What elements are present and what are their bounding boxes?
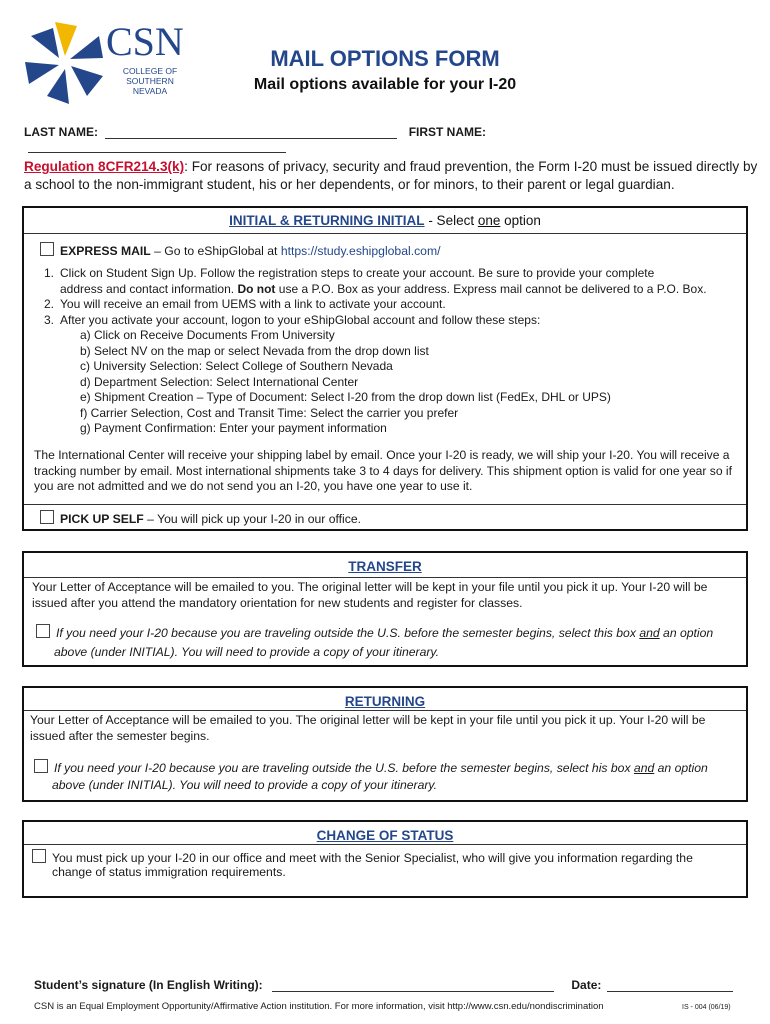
- step-3-substeps: [34, 328, 746, 437]
- csn-logo-icon: [20, 18, 110, 106]
- substep: g) Payment Confirmation: Enter your payment information: [80, 421, 387, 435]
- regulation-ref: Regulation 8CFR214.3(k): [24, 159, 185, 174]
- eshipglobal-link[interactable]: https://study.eshipglobal.com/: [280, 244, 441, 258]
- regulation-text: : For reasons of privacy, security and fraud prevention, the Form I-20 must be issued directly by a school to the non-immigrant student, his or her dependents, or for minors, to their parent or legal guardian.: [24, 159, 758, 192]
- initial-heading-option: option: [500, 213, 541, 228]
- returning-option-post: an option: [654, 761, 708, 775]
- step-1-text: Click on Student Sign Up. Follow the registration steps to create your account. Be sure to provide your complete: [60, 266, 655, 280]
- form-subtitle: Mail options available for your I-20: [253, 76, 517, 93]
- step-1-cont: [34, 282, 746, 298]
- change-text-1: You must pick up your I-20 in our office and meet with the Senior Specialist, who will give you information regarding the: [52, 851, 693, 865]
- pickup-label: PICK UP SELF: [60, 512, 144, 526]
- returning-heading: [24, 688, 746, 711]
- last-name-field[interactable]: [105, 126, 397, 139]
- change-option: [32, 849, 746, 867]
- transfer-option-line2: above (under INITIAL). You will need to provide a copy of your itinerary.: [54, 645, 440, 659]
- returning-section: [22, 686, 748, 802]
- substep: f) Carrier Selection, Cost and Transit Time: Select the carrier you prefer: [80, 405, 459, 420]
- returning-option-and: and: [633, 761, 655, 775]
- substep: e) Shipment Creation – Type of Document: Select I-20 from the drop down list (FedEx, DHL or UPS): [80, 390, 611, 404]
- change-heading-text: CHANGE OF STATUS: [316, 828, 454, 843]
- initial-heading-one: one: [477, 213, 501, 228]
- step-1-cont-pre: address and contact information.: [60, 281, 238, 296]
- initial-heading-text: INITIAL & RETURNING INITIAL: [229, 213, 425, 228]
- pickup-option: [40, 510, 361, 528]
- step-2-text: You will receive an email from UEMS with a link to activate your account.: [60, 297, 446, 311]
- express-mail-label: EXPRESS MAIL: [60, 244, 151, 258]
- last-name-label: LAST NAME:: [24, 125, 98, 139]
- transfer-option: [36, 624, 748, 642]
- returning-checkbox[interactable]: [34, 759, 48, 773]
- express-steps: [34, 266, 746, 437]
- name-row: [24, 125, 749, 153]
- pickup-text: – You will pick up your I-20 in our office.: [143, 512, 361, 526]
- express-mail-option: [40, 242, 441, 260]
- step-3: 3. After you activate your account, logon to your eShipGlobal account and follow these steps:: [43, 312, 541, 327]
- express-mail-checkbox[interactable]: [40, 242, 54, 256]
- step-2: 2. You will receive an email from UEMS with a link to activate your account.: [43, 297, 446, 311]
- substep: b) Select NV on the map or select Nevada from the drop down list: [80, 343, 429, 358]
- logo-subtitle: COLLEGE OF SOUTHERN NEVADA: [122, 66, 178, 96]
- form-number: IS - 004 (06/19): [682, 1004, 731, 1011]
- initial-heading-suffix: - Select: [424, 213, 478, 228]
- first-name-field[interactable]: [28, 140, 286, 153]
- transfer-heading-text: TRANSFER: [348, 559, 422, 574]
- substep: d) Department Selection: Select International Center: [80, 374, 359, 389]
- transfer-option-and: and: [639, 626, 660, 640]
- signature-field[interactable]: [272, 979, 554, 992]
- transfer-checkbox[interactable]: [36, 624, 50, 638]
- pickup-checkbox[interactable]: [40, 510, 54, 524]
- signature-row: [34, 978, 733, 992]
- initial-heading: [24, 208, 746, 234]
- first-name-label: FIRST NAME:: [408, 125, 487, 139]
- change-checkbox[interactable]: [32, 849, 46, 863]
- logo-mark: CSN: [106, 19, 184, 64]
- substep: c) University Selection: Select College of Southern Nevada: [80, 359, 393, 373]
- express-note: The International Center will receive your shipping label by email. Once your I-20 is ready, we will ship your I-20. You will receive a tracking number by email. Most international shipments take 3 to 4 days for delivery. This shipment option is valid for one year so if you are not admitted and we do not send you an I-20, you have one year to use it.: [34, 448, 732, 493]
- regulation-paragraph: [24, 158, 759, 194]
- substep: a) Click on Receive Documents From University: [80, 328, 335, 342]
- step-1-do-not: Do not: [237, 281, 276, 296]
- express-mail-text: – Go to eShipGlobal at: [150, 244, 281, 258]
- returning-option-text: If you need your I-20 because you are traveling outside the U.S. before the semester begins, select his box: [54, 761, 634, 775]
- pickup-divider: [24, 504, 746, 505]
- step-3-text: After you activate your account, logon to your eShipGlobal account and follow these steps:: [60, 312, 541, 327]
- returning-option: [34, 759, 748, 777]
- step-1: 1. Click on Student Sign Up. Follow the registration steps to create your account. Be sure to provide your complete: [43, 266, 655, 280]
- csn-logo: [106, 19, 206, 96]
- step-1-cont-post: use a P.O. Box as your address. Express mail cannot be delivered to a P.O. Box.: [275, 281, 707, 296]
- change-heading: [24, 822, 746, 845]
- returning-option-line2: above (under INITIAL). You will need to provide a copy of your itinerary.: [52, 778, 438, 792]
- date-label: Date:: [571, 978, 602, 992]
- form-title: MAIL OPTIONS FORM: [270, 46, 500, 71]
- transfer-heading: [24, 553, 746, 578]
- returning-text: Your Letter of Acceptance will be emailed to you. The original letter will be kept in your file until you pick it up. Your I-20 will be issued after the semester begins.: [30, 713, 706, 743]
- change-text-2: change of status immigration requirements.: [52, 865, 286, 879]
- transfer-option-text: If you need your I-20 because you are traveling outside the U.S. before the semester begins, select this box: [56, 626, 640, 640]
- change-of-status-section: [22, 820, 748, 898]
- returning-heading-text: RETURNING: [344, 694, 426, 709]
- transfer-section: [22, 551, 748, 667]
- date-field[interactable]: [607, 979, 733, 992]
- transfer-option-post: an option: [659, 626, 714, 640]
- signature-label: Student’s signature (In English Writing):: [34, 978, 263, 992]
- initial-section: [22, 206, 748, 531]
- footer-text: CSN is an Equal Employment Opportunity/Affirmative Action institution. For more information, visit http://www.csn.edu/nondiscrimination: [34, 1001, 604, 1012]
- transfer-text: Your Letter of Acceptance will be emailed to you. The original letter will be kept in your file until you pick it up. Your I-20 will be issued after you attend the mandatory orientation for new students and register for classes.: [32, 580, 708, 610]
